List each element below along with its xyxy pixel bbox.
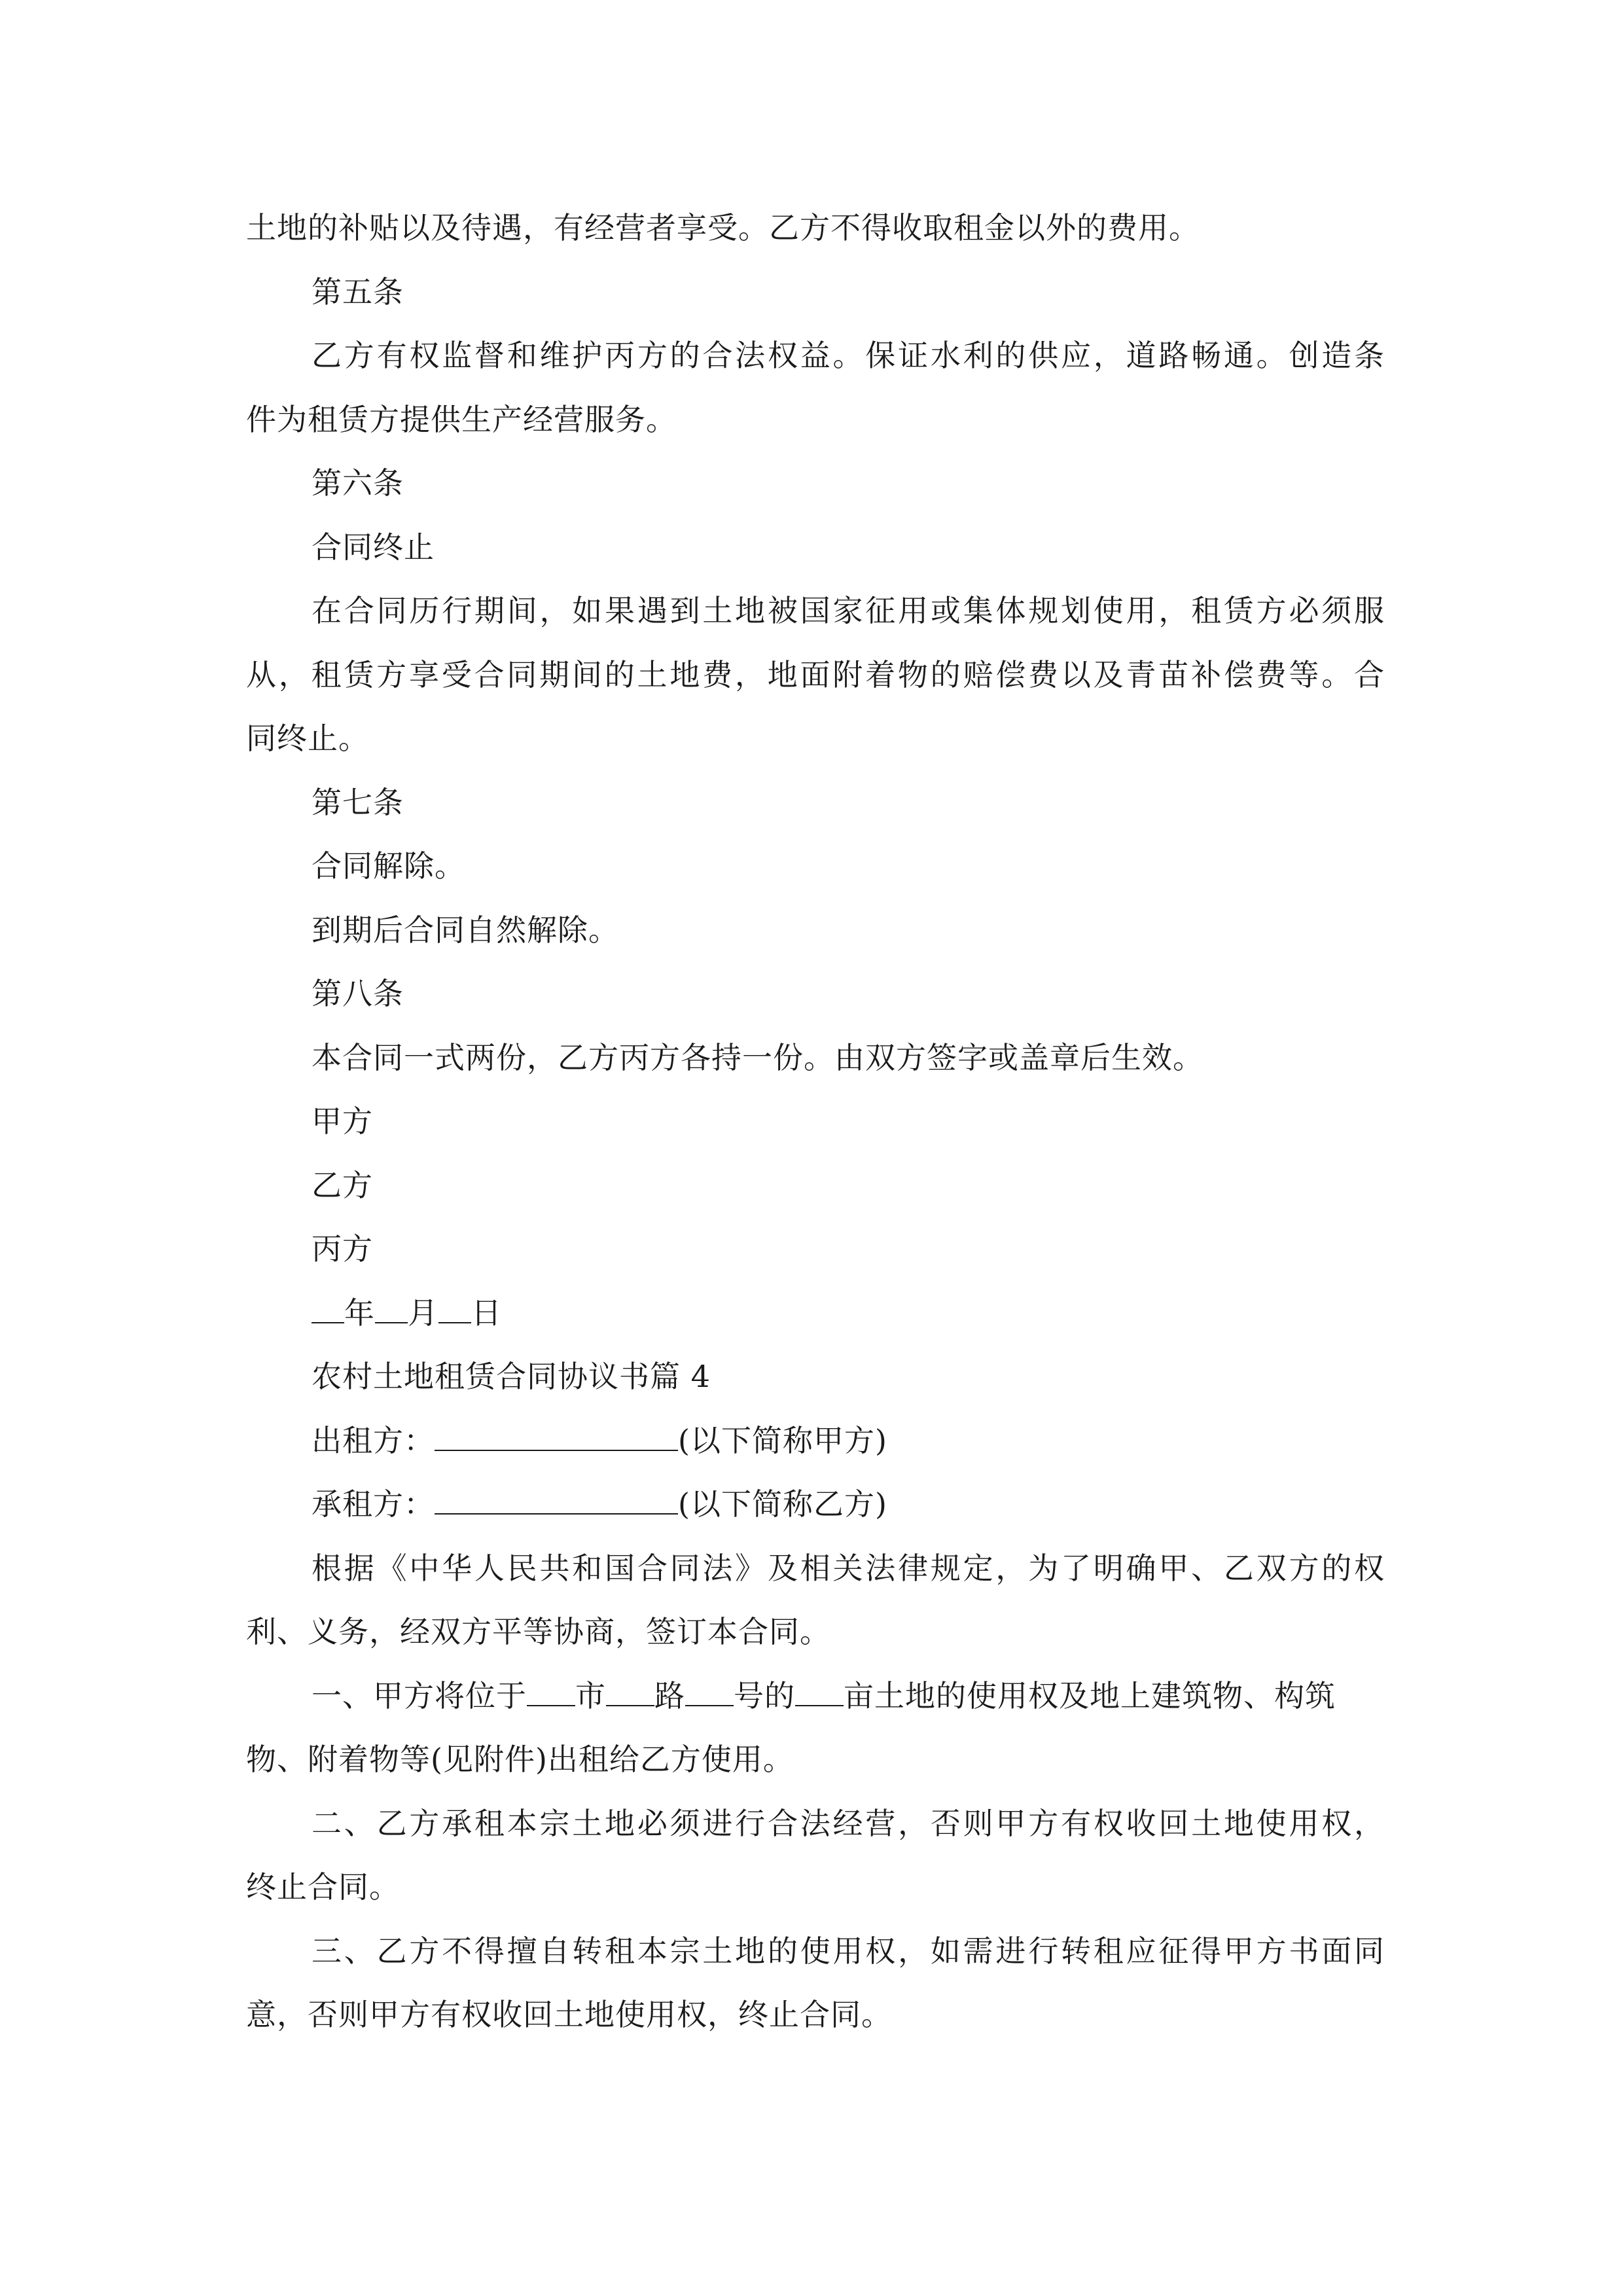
lessor-blank[interactable] (435, 1424, 678, 1451)
paragraph-line: 二、乙方承租本宗土地必须进行合法经营，否则甲方有权收回土地使用权， (312, 1805, 1385, 1841)
road-label: 路 (654, 1677, 685, 1713)
article-heading: 第七条 (312, 784, 404, 820)
paragraph-line: 终止合同。 (246, 1869, 400, 1905)
month-blank[interactable] (375, 1296, 408, 1323)
paragraph-line: 土地的补贴以及待遇，有经营者享受。乙方不得收取租金以外的费用。 (246, 210, 1200, 245)
signature-party-b: 乙方 (312, 1167, 373, 1203)
paragraph-line: 本合同一式两份，乙方丙方各持一份。由双方签字或盖章后生效。 (312, 1039, 1204, 1075)
lessee-line (246, 1473, 1385, 1537)
lessee-blank[interactable] (435, 1487, 678, 1515)
number-blank[interactable] (685, 1679, 734, 1706)
city-blank[interactable] (527, 1679, 575, 1706)
article-subtitle: 合同终止 (312, 529, 435, 565)
area-blank[interactable] (795, 1679, 844, 1706)
area-label: 亩土地的使用权及地上建筑物、构筑 (844, 1677, 1336, 1713)
document-body (246, 196, 1385, 2047)
paragraph-line: 到期后合同自然解除。 (312, 912, 619, 948)
year-blank[interactable] (312, 1296, 344, 1323)
section-title: 农村土地租赁合同协议书篇 4 (312, 1359, 711, 1394)
day-label: 日 (471, 1295, 502, 1331)
paragraph-line: 乙方有权监督和维护丙方的合法权益。保证水利的供应，道路畅通。创造条 (312, 338, 1385, 373)
signature-party-c: 丙方 (312, 1231, 373, 1266)
paragraph-line: 在合同历行期间，如果遇到土地被国家征用或集体规划使用，租赁方必须服 (312, 593, 1385, 628)
lessor-suffix: (以下简称甲方) (678, 1422, 887, 1458)
article-heading: 第五条 (312, 274, 404, 310)
month-label: 月 (408, 1295, 438, 1331)
clause-1-prefix: 一、甲方将位于 (312, 1677, 527, 1713)
lessee-label: 承租方： (312, 1486, 435, 1522)
article-heading: 第六条 (312, 465, 404, 501)
year-label: 年 (344, 1295, 375, 1331)
paragraph-line: 件为租赁方提供生产经营服务。 (246, 401, 677, 437)
city-label: 市 (575, 1677, 606, 1713)
paragraph-line: 利、义务，经双方平等协商，签订本合同。 (246, 1614, 830, 1649)
lessor-line (246, 1409, 1385, 1473)
signature-party-a: 甲方 (312, 1103, 373, 1139)
date-line (246, 1282, 1385, 1346)
clause-1-line-1 (246, 1664, 1385, 1729)
paragraph-line: 三、乙方不得擅自转租本宗土地的使用权，如需进行转租应征得甲方书面同 (312, 1933, 1385, 1969)
lessee-suffix: (以下简称乙方) (678, 1486, 887, 1522)
article-subtitle: 合同解除。 (312, 848, 465, 884)
lessor-label: 出租方： (312, 1422, 435, 1458)
article-heading: 第八条 (312, 976, 404, 1011)
paragraph-line: 意，否则甲方有权收回土地使用权，终止合同。 (246, 1997, 892, 2032)
day-blank[interactable] (438, 1296, 471, 1323)
number-label: 号的 (734, 1677, 795, 1713)
road-blank[interactable] (606, 1679, 654, 1706)
paragraph-line: 同终止。 (246, 721, 369, 756)
paragraph-line: 从，租赁方享受合同期间的土地费，地面附着物的赔偿费以及青苗补偿费等。合 (246, 656, 1385, 692)
paragraph-line: 物、附着物等(见附件)出租给乙方使用。 (246, 1742, 794, 1777)
paragraph-line: 根据《中华人民共和国合同法》及相关法律规定，为了明确甲、乙双方的权 (312, 1550, 1385, 1586)
